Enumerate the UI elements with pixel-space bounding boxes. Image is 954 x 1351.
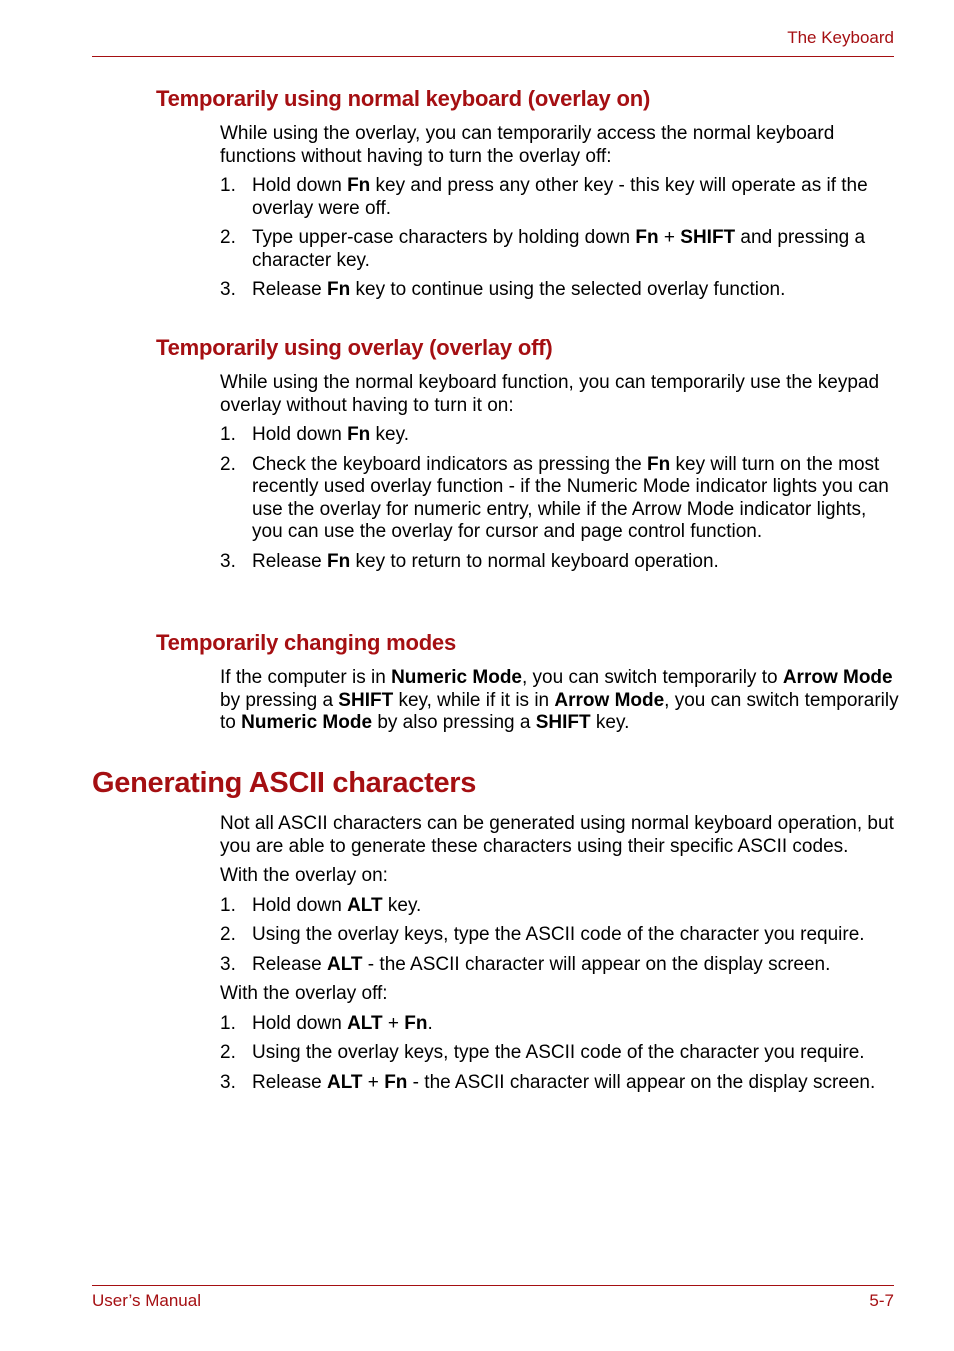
list-number: 1. (220, 894, 236, 916)
list-item: 2. Check the keyboard indicators as pressing the Fn key will turn on the most recently used overlay function - if the Numeric Mode indicator lights you can use the overlay for numeric entry, while if the Arrow Mode indicator lights, you can use the overlay for cursor and page control function. (220, 453, 889, 542)
list-number: 1. (220, 424, 236, 445)
overlay-on-label: With the overlay on: (220, 865, 388, 886)
running-header-title: The Keyboard (787, 28, 894, 47)
intro-paragraph: While using the overlay, you can temporarily access the normal keyboard functions without having to turn the overlay off: (220, 123, 835, 167)
section-body-ascii (220, 813, 900, 1094)
section-body-changing-modes (220, 667, 900, 735)
overlay-off-label: With the overlay off: (220, 983, 388, 1004)
list-item: 3. Release ALT - the ASCII character will appear on the display screen. (220, 953, 831, 975)
list-number: 2. (220, 453, 236, 475)
list-number: 3. (220, 550, 236, 572)
list-item: 3. Release Fn key to return to normal keyboard operation. (220, 550, 719, 572)
list-number: 1. (220, 175, 236, 196)
intro-paragraph: Not all ASCII characters can be generated using normal keyboard operation, but you are able to generate these characters using their specific ASCII codes. (220, 813, 894, 857)
section-heading-ascii: Generating ASCII characters (92, 767, 477, 799)
list-number: 3. (220, 279, 236, 300)
section-body-overlay-on (220, 123, 900, 302)
footer-manual-title: User’s Manual (92, 1291, 201, 1310)
list-item: 1. Hold down ALT key. (220, 894, 422, 916)
modes-paragraph: If the computer is in Numeric Mode, you can switch temporarily to Arrow Mode by pressing a SHIFT key, while if it is in Arrow Mode, you can switch temporarily to Numeric Mode by also pressing a SHIFT key. (220, 667, 899, 733)
footer-rule (92, 1285, 894, 1286)
list-item: 2. Using the overlay keys, type the ASCII code of the character you require. (220, 924, 865, 945)
list-item: 3. Release Fn key to continue using the selected overlay function. (220, 279, 786, 300)
list-item: 2. Using the overlay keys, type the ASCII code of the character you require. (220, 1042, 865, 1063)
intro-paragraph: While using the normal keyboard function, you can temporarily use the keypad overlay without having to turn it on: (220, 372, 880, 416)
list-number: 3. (220, 1071, 236, 1093)
list-item: 2. Type upper-case characters by holding down Fn + SHIFT and pressing a character key. (220, 227, 866, 271)
section-heading-overlay-off: Temporarily using overlay (overlay off) (156, 335, 553, 360)
list-number: 2. (220, 227, 236, 248)
list-number: 2. (220, 924, 236, 945)
list-number: 2. (220, 1042, 236, 1063)
section-body-overlay-off (220, 372, 900, 573)
section-heading-changing-modes: Temporarily changing modes (156, 630, 457, 655)
header-rule (92, 56, 894, 57)
list-number: 3. (220, 953, 236, 975)
list-item: 1. Hold down Fn key. (220, 424, 409, 445)
section-heading-overlay-on: Temporarily using normal keyboard (overlay on) (156, 86, 651, 111)
list-number: 1. (220, 1012, 236, 1034)
list-item: 1. Hold down ALT + Fn. (220, 1012, 433, 1034)
list-item: 3. Release ALT + Fn - the ASCII character will appear on the display screen. (220, 1071, 876, 1093)
list-item: 1. Hold down Fn key and press any other key - this key will operate as if the overlay were off. (220, 175, 868, 219)
page-number: 5-7 (869, 1291, 894, 1310)
